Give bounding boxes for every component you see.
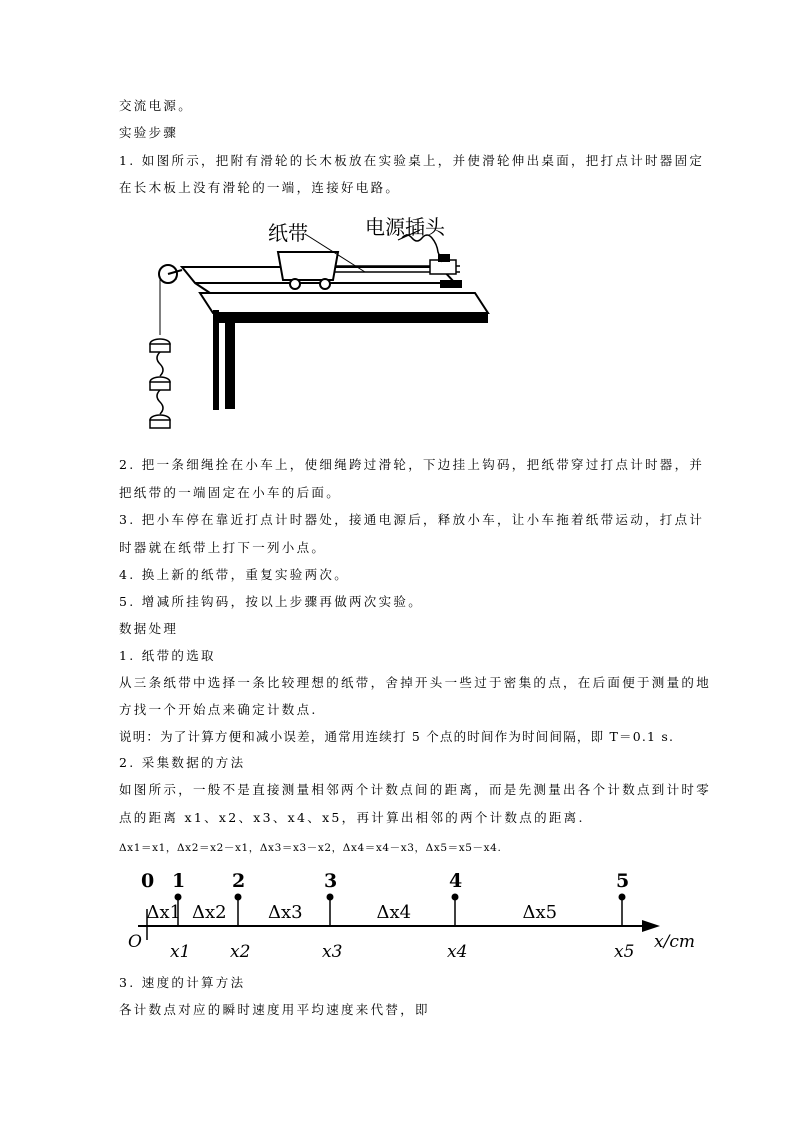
text-line: 交流电源。 — [119, 98, 194, 113]
position-label-2: x2 — [230, 942, 251, 962]
position-label-4: x4 — [447, 942, 468, 962]
text-line: 如图所示，一般不是直接测量相邻两个计数点间的距离，而是先测量出各个计数点到计时零 — [119, 782, 712, 797]
axis-label: x/cm — [654, 932, 695, 952]
text-line: 1. 如图所示，把附有滑轮的长木板放在实验桌上，并使滑轮伸出桌面，把打点计时器固定 — [119, 153, 705, 168]
label-tape: 纸带 — [268, 223, 308, 245]
text-line: 3. 把小车停在靠近打点计时器处，接通电源后，释放小车，让小车拖着纸带运动，打点计 — [119, 512, 705, 527]
axis-arrow-icon — [642, 920, 660, 932]
delta-label-4: Δx4 — [376, 902, 412, 923]
text-line: 点的距离 x1、x2、x3、x4、x5，再计算出相邻的两个计数点的距离. — [119, 810, 585, 825]
tape-figure — [120, 865, 710, 965]
point-label-1: 1 — [172, 870, 186, 892]
text-line: 4. 换上新的纸带，重复实验两次。 — [119, 567, 350, 582]
delta-label-5: Δx5 — [522, 902, 558, 923]
section-heading: 实验步骤 — [119, 125, 179, 140]
point-label-5: 5 — [616, 870, 630, 892]
text-line: 说明：为了计算方便和减小误差，通常用连续打 5 个点的时间作为时间间隔，即 T＝0.1 s. — [119, 729, 675, 744]
delta-label-1: Δx1 — [146, 902, 182, 923]
text-line: 3. 速度的计算方法 — [119, 975, 246, 990]
text-line: 方找一个开始点来确定计数点. — [119, 702, 318, 717]
point-label-3: 3 — [324, 870, 338, 892]
text-line: 2. 把一条细绳拴在小车上，使细绳跨过滑轮，下边挂上钩码，把纸带穿过打点计时器，并 — [119, 457, 705, 472]
point-label-4: 4 — [449, 870, 463, 892]
text-line: 1. 纸带的选取 — [119, 648, 216, 663]
label-power-plug: 电源插头 — [365, 217, 445, 239]
point-label-2: 2 — [232, 870, 246, 892]
text-line: 各计数点对应的瞬时速度用平均速度来代替，即 — [119, 1002, 430, 1017]
apparatus-figure — [140, 210, 500, 445]
position-label-5: x5 — [614, 942, 635, 962]
text-line: 在长木板上没有滑轮的一端，连接好电路。 — [119, 180, 401, 195]
position-label-1: x1 — [170, 942, 191, 962]
text-line: 把纸带的一端固定在小车的后面。 — [119, 485, 342, 500]
text-line: 从三条纸带中选择一条比较理想的纸带，舍掉开头一些过于密集的点，在后面便于测量的地 — [119, 675, 712, 690]
formula-line: Δx1＝x1，Δx2＝x2－x1，Δx3＝x3－x2，Δx4＝x4－x3，Δx5＝x5－x4. — [119, 842, 502, 854]
position-label-3: x3 — [322, 942, 343, 962]
point-label-0: 0 — [141, 870, 155, 892]
text-line: 5. 增减所挂钩码，按以上步骤再做两次实验。 — [119, 594, 424, 609]
delta-label-3: Δx3 — [268, 902, 303, 923]
delta-label-2: Δx2 — [192, 902, 227, 923]
section-heading: 数据处理 — [119, 621, 179, 636]
text-line: 时器就在纸带上打下一列小点。 — [119, 540, 327, 555]
origin-label: O — [128, 932, 142, 952]
text-line: 2. 采集数据的方法 — [119, 755, 246, 770]
